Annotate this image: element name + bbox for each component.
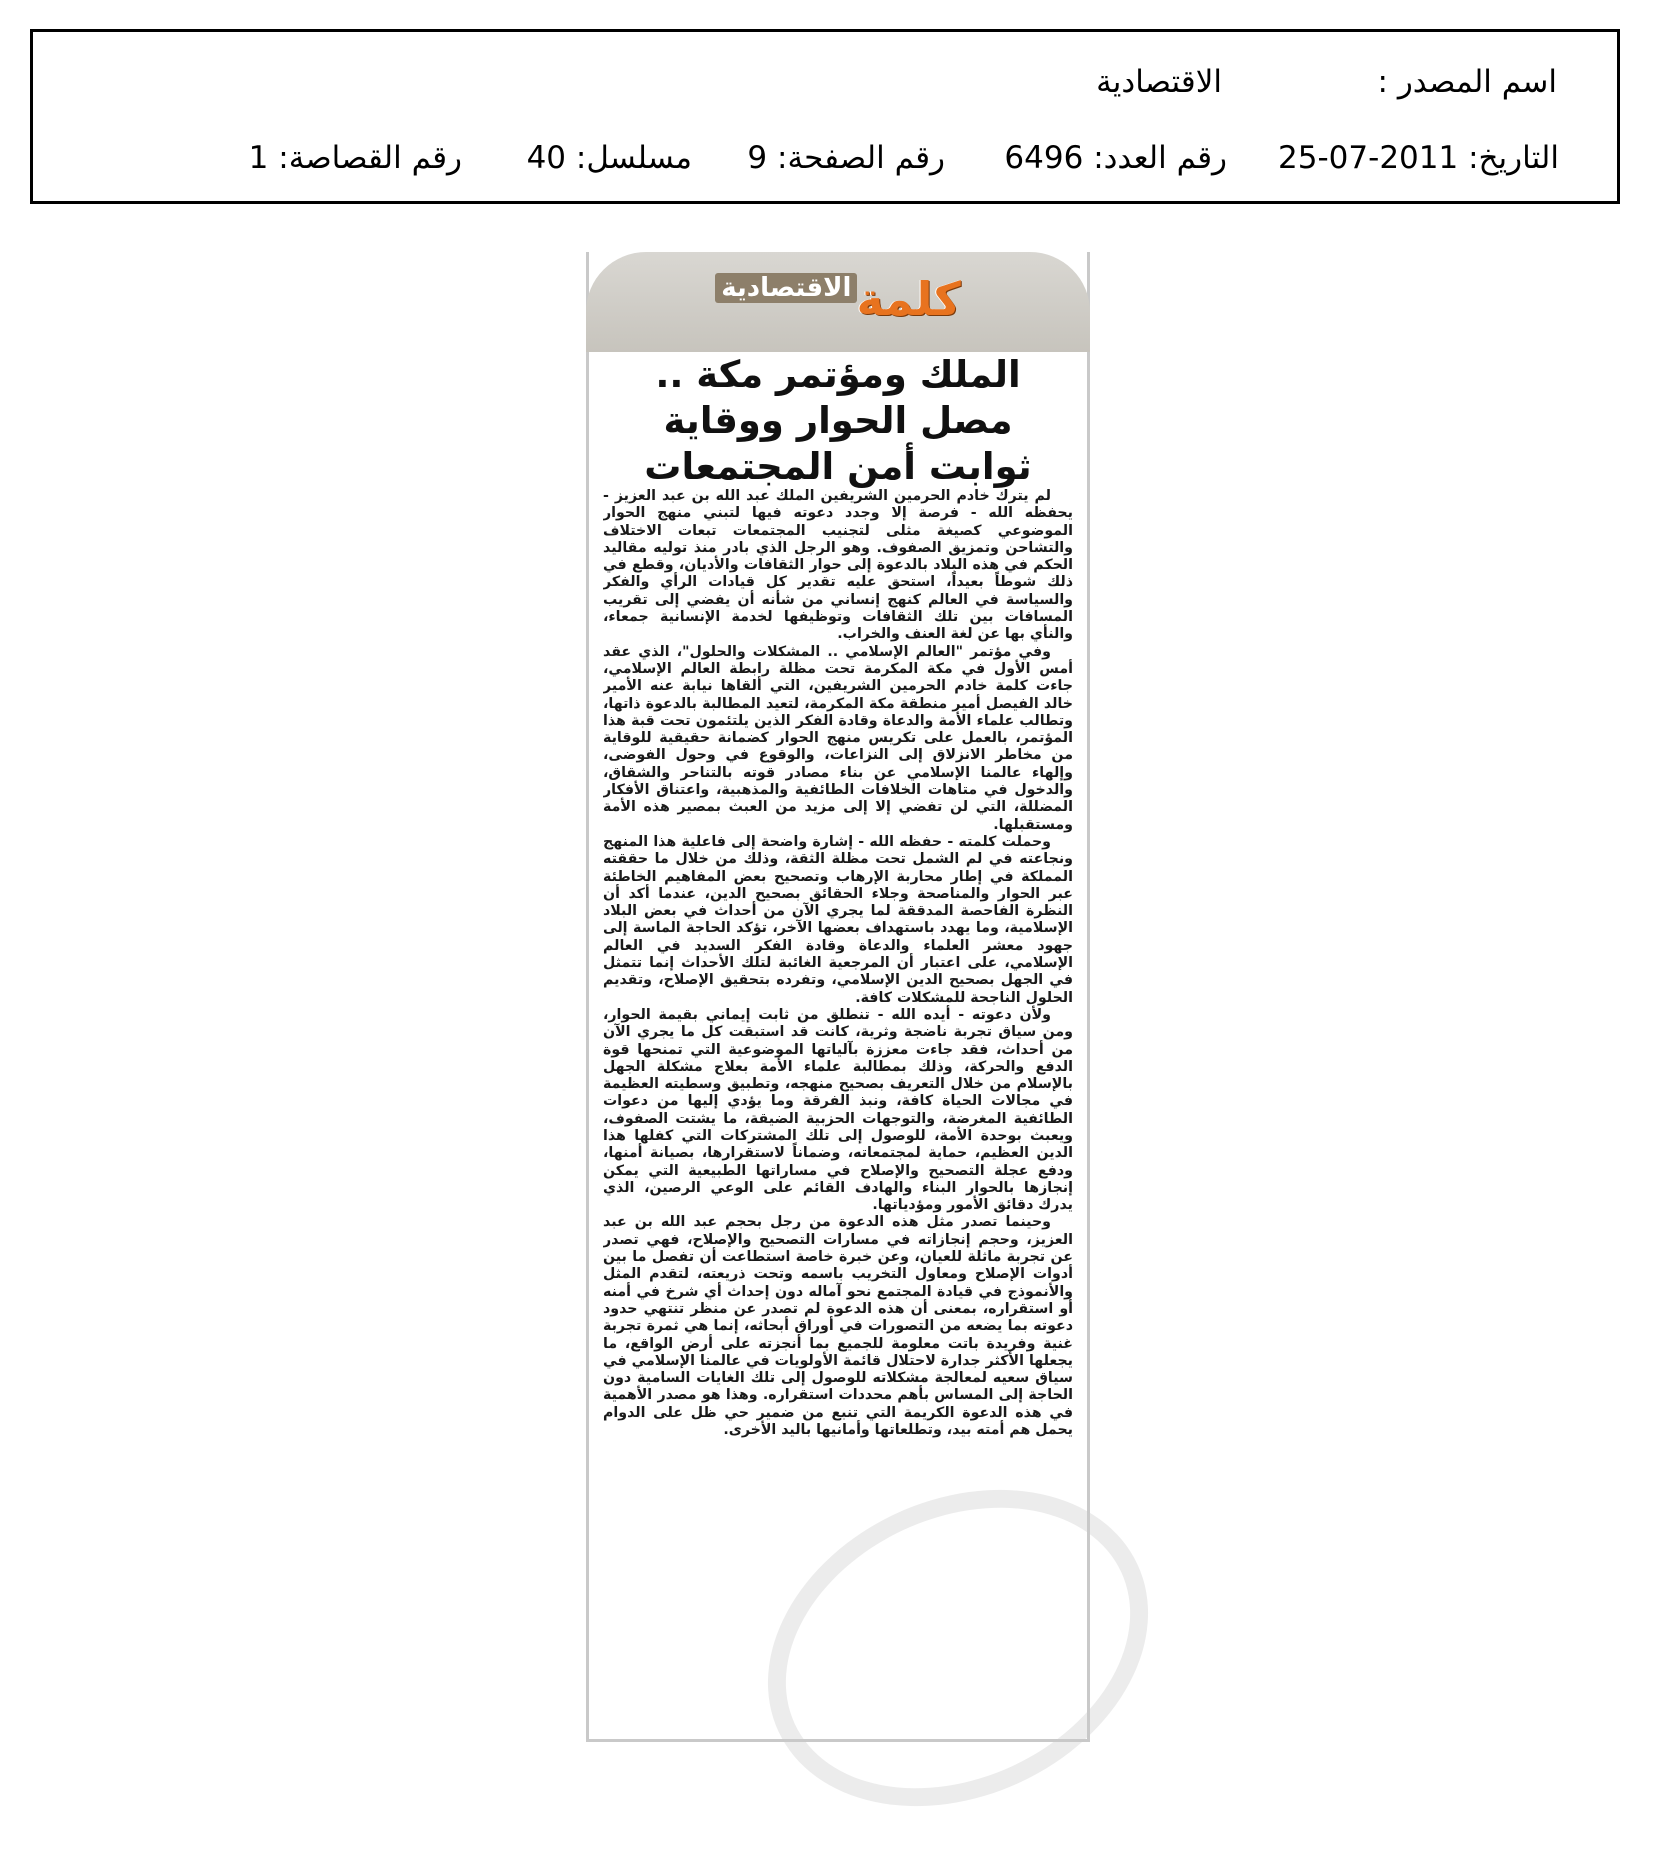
page-field	[747, 138, 945, 178]
article-paragraph: لم يترك خادم الحرمين الشريفين الملك عبد الله بن عبد العزيز - يحفظه الله - فرصة إلا وجدد دعوته فيها لتبني منهج الحوار الموضوعي كصيغة مثلى لتجنيب المجتمعات تبعات الاختلاف والتشاحن وتمزيق الصفوف. وهو الرجل الذي بادر منذ توليه مقاليد الحكم في هذه البلاد بالدعوة إلى حوار الثقافات والأديان، وقطع في ذلك شوطاً بعيداً، استحق عليه تقدير كل قيادات الرأي والفكر والسياسة في العالم كنهج إنساني من شأنه أن يفضي إلى تقريب المسافات بين تلك الثقافات وتوظيفها لخدمة الإنسانية جمعاء، والنأي بها عن لغة العنف والخراب.	[603, 488, 1073, 643]
article-paragraph: وحملت كلمته - حفظه الله - إشارة واضحة إلى فاعلية هذا المنهج ونجاعته في لم الشمل تحت مظلة الثقة، وذلك من خلال ما حققته المملكة في إطار محاربة الإرهاب وتصحيح بعض المفاهيم الخاطئة عبر الحوار والمناصحة وجلاء الحقائق بصحيح الدين، عندما أكد أن النظرة الفاحصة المدققة لما يجري الآن من أحداث في بعض البلاد الإسلامية، وما يهدد باستهداف بعضها الآخر، تؤكد الحاجة الماسة إلى جهود معشر العلماء والدعاة وقادة الفكر السديد في العالم الإسلامي، على اعتبار أن المرجعية الغائبة لتلك الأحداث إنما تتمثل في الجهل بصحيح الدين الإسلامي، وتفرده بتحقيق الإصلاح، وتقديم الحلول الناجحة للمشكلات كافة.	[603, 833, 1073, 1006]
article-paragraph: وحينما تصدر مثل هذه الدعوة من رجل بحجم عبد الله بن عبد العزيز، وحجم إنجازاته في مسارات التصحيح والإصلاح، فهي تصدر عن تجربة ماثلة للعيان، وعن خبرة خاصة استطاعت أن تفصل ما بين أدوات الإصلاح ومعاول التخريب باسمه وتحت ذريعته، لتقدم المثل والأنموذج في قيادة المجتمع نحو آماله دون إحداث أي شرخ في أمنه أو استقراره، بمعنى أن هذه الدعوة لم تصدر عن منظر تنتهي حدود دعوته بما يضعه من التصورات في أوراق أبحاثه، إنما هي ثمرة تجربة غنية وفريدة باتت معلومة للجميع بما أنجزته على أرض الواقع، ما يجعلها الأكثر جدارة لاحتلال قائمة الأولويات في عالمنا الإسلامي في سياق سعيه لمعالجة مشكلاته للوصول إلى تلك الغايات السامية دون الحاجة إلى المساس بأهم محددات استقراره. وهذا هو مصدر الأهمية في هذه الدعوة الكريمة التي تنبع من ضمير حي ظل على الدوام يحمل هم أمته بيد، وتطلعاتها وأمانيها باليد الأخرى.	[603, 1214, 1073, 1439]
column-logo-main-text: كلمة	[856, 272, 961, 326]
column-logo-sub-text: الاقتصادية	[715, 273, 857, 303]
serial-field	[527, 138, 692, 178]
headline-line: الملك ومؤتمر مكة ..	[655, 353, 1021, 396]
source-value: الاقتصادية	[1096, 64, 1222, 100]
metadata-row-source	[33, 62, 1617, 102]
source-value-field	[1096, 62, 1222, 102]
source-label: اسم المصدر :	[1377, 64, 1557, 100]
metadata-row-details	[33, 138, 1617, 178]
clip-number-field	[249, 138, 462, 178]
issue-field	[1004, 138, 1227, 178]
clip-number-label: رقم القصاصة:	[278, 140, 462, 176]
issue-label: رقم العدد:	[1093, 140, 1227, 176]
page-label: رقم الصفحة:	[777, 140, 945, 176]
column-logo-banner	[586, 252, 1090, 352]
clip-number-value: 1	[248, 140, 269, 176]
date-label: التاريخ:	[1468, 140, 1559, 176]
headline-line: مصل الحوار ووقاية	[663, 399, 1013, 442]
date-value: 2011-07-25	[1278, 140, 1459, 176]
article-headline	[592, 352, 1084, 490]
article-body	[603, 488, 1073, 1728]
article-paragraph: ولأن دعوته - أيده الله - تنطلق من ثابت إيماني بقيمة الحوار، ومن سياق تجربة ناضجة وثرية، كانت قد استبقت كل ما يجري الآن من أحداث، فقد جاءت معززة بآلياتها الموضوعية التي تمنحها قوة الدفع والحركة، وذلك بمطالبة علماء الأمة بعلاج مشكلة الجهل بالإسلام من خلال التعريف بصحيح منهجه، وتطبيق وسطيته العظيمة في مجالات الحياة كافة، ونبذ الفرقة وما يؤدي إليها من دعوات الطائفية المغرضة، والتوجهات الحزبية الضيقة، ما يشتت الصفوف، ويعبث بوحدة الأمة، للوصول إلى تلك المشتركات التي كفلها هذا الدين العظيم، حماية لمجتمعاته، وضماناً لاستقرارها، بصيانة أمنها، ودفع عجلة التصحيح والإصلاح في مساراتها الطبيعية التي يمكن إنجازها بالحوار البناء والهادف القائم على الوعي الرصين، الذي يدرك دقائق الأمور ومؤدياتها.	[603, 1006, 1073, 1214]
article-paragraph: وفي مؤتمر "العالم الإسلامي .. المشكلات والحلول"، الذي عقد أمس الأول في مكة المكرمة تحت مظلة رابطة العالم الإسلامي، جاءت كلمة خادم الحرمين الشريفين، التي ألقاها نيابة عنه الأمير خالد الفيصل أمير منطقة مكة المكرمة، لتعيد المطالبة بالدعوة ذاتها، وتطالب علماء الأمة والدعاة وقادة الفكر الذين يلتئمون تحت قبة هذا المؤتمر، بالعمل على تكريس منهج الحوار كضمانة حقيقية للوقاية من مخاطر الانزلاق إلى النزاعات، والوقوع في وحول الفوضى، وإلهاء عالمنا الإسلامي عن بناء مصادر قوته بالتناحر والشقاق، والدخول في متاهات الخلافات الطائفية والمذهبية، واعتناق الأفكار المضللة، التي لن تفضي إلا إلى مزيد من العبث بمصير هذه الأمة ومستقبلها.	[603, 643, 1073, 833]
source-field	[1378, 62, 1557, 102]
date-field	[1278, 138, 1559, 178]
serial-label: مسلسل:	[575, 140, 692, 176]
issue-value: 6496	[1004, 140, 1084, 176]
headline-line: ثوابت أمن المجتمعات	[644, 445, 1032, 488]
clipping-metadata-box	[30, 29, 1620, 204]
page-value: 9	[747, 140, 768, 176]
serial-value: 40	[526, 140, 567, 176]
column-logo	[586, 272, 1090, 326]
